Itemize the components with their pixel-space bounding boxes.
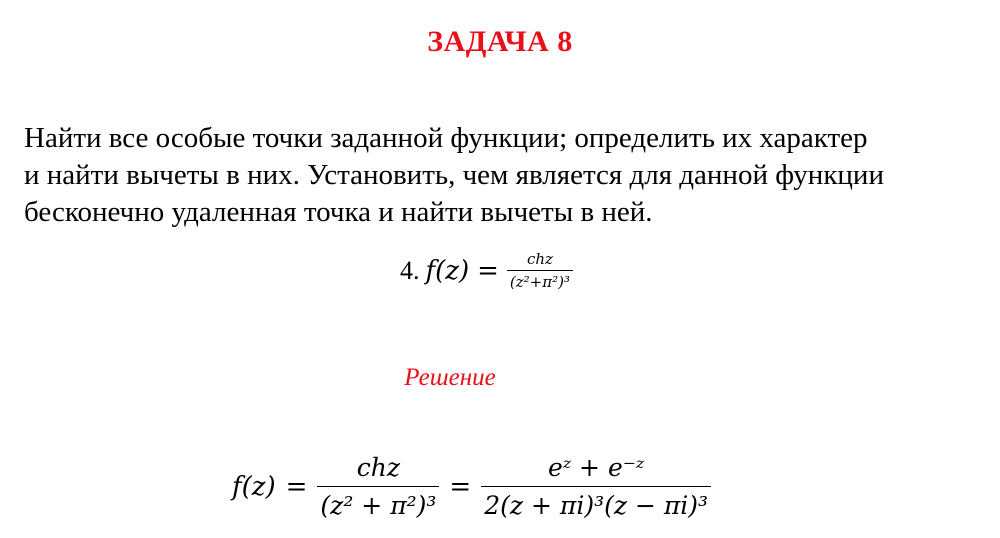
fraction-chz bbox=[317, 453, 439, 520]
task-title: ЗАДАЧА 8 bbox=[427, 25, 573, 58]
equals-sign: = bbox=[477, 255, 499, 286]
fraction-exponential bbox=[481, 453, 711, 520]
problem-line: и найти вычеты в них. Установить, чем является для данной функции bbox=[24, 159, 884, 191]
fraction-numerator: chz bbox=[526, 250, 553, 268]
equals-sign: = bbox=[285, 471, 308, 502]
fraction-denominator: 2(z + πi)³(z − πi)³ bbox=[484, 491, 709, 520]
fraction-denominator: (z²+π²)³ bbox=[509, 273, 570, 291]
formula-number: 4. bbox=[400, 255, 420, 285]
formula-lhs: f(z) bbox=[425, 255, 470, 286]
fraction-numerator: eᶻ + e⁻ᶻ bbox=[548, 453, 645, 482]
problem-line: Найти все особые точки заданной функции; определить их характер bbox=[24, 122, 868, 154]
problem-statement bbox=[24, 120, 984, 231]
fraction-denominator: (z² + π²)³ bbox=[320, 491, 437, 520]
given-function-formula bbox=[400, 250, 573, 291]
function-fraction bbox=[507, 250, 573, 291]
problem-line: бесконечно удаленная точка и найти вычеты в ней. bbox=[24, 196, 653, 228]
equals-sign: = bbox=[449, 471, 472, 502]
formula-lhs: f(z) bbox=[232, 471, 276, 502]
fraction-numerator: chz bbox=[356, 453, 401, 482]
solution-formula bbox=[232, 453, 711, 520]
solution-heading: Решение bbox=[404, 364, 496, 391]
